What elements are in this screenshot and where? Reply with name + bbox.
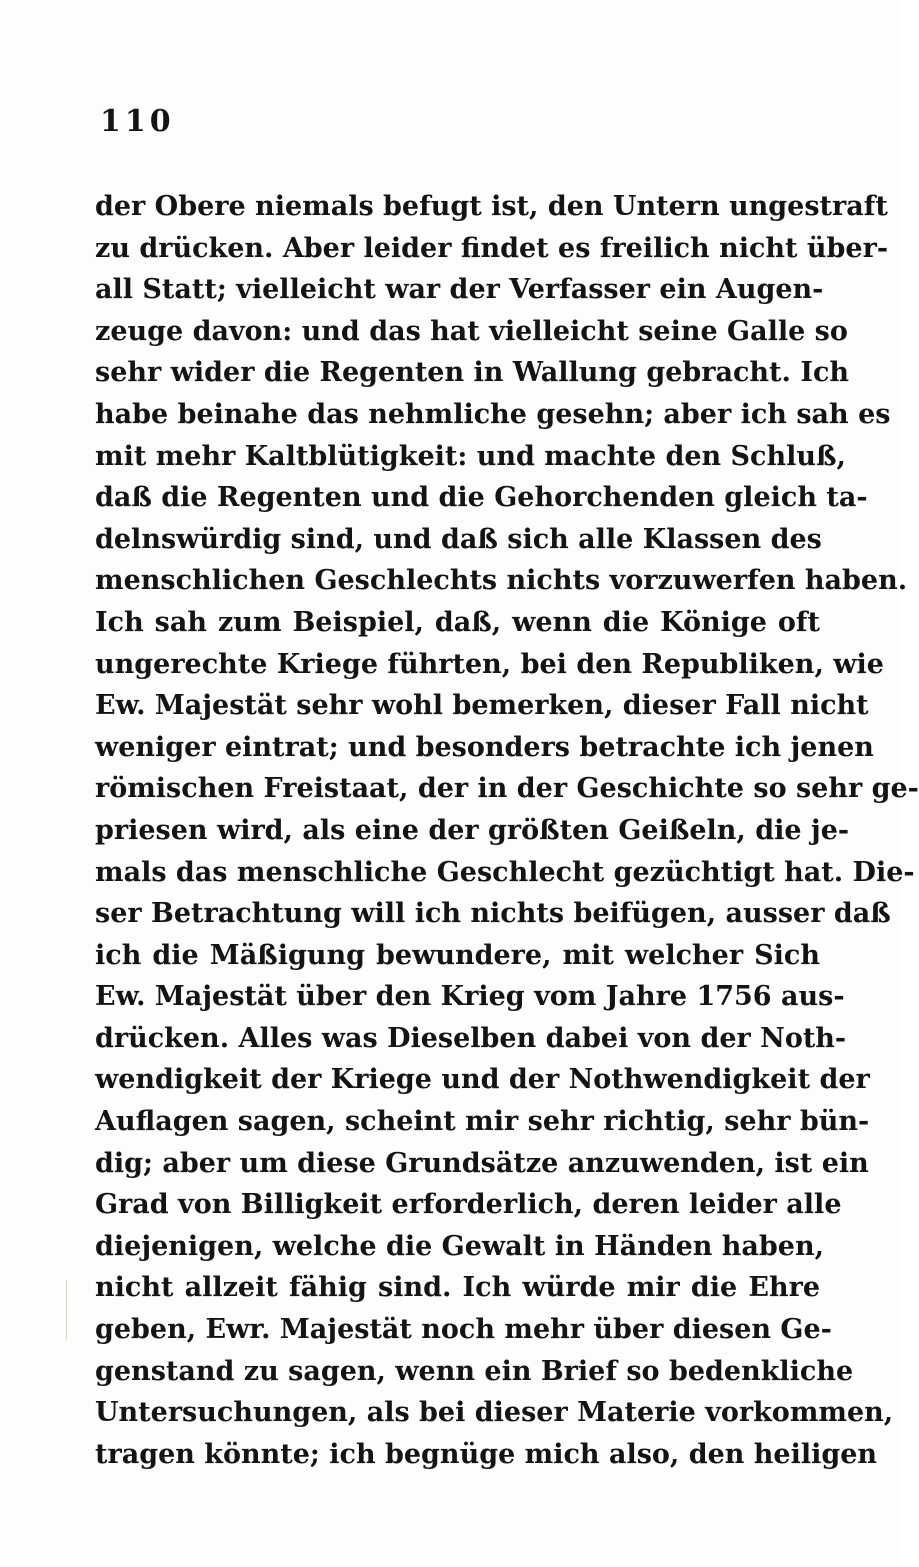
text-line-13: Ew. Majestät sehr wohl bemerken, dieser Fall nicht [95, 690, 869, 722]
text-line-24: dig; aber um diese Grundsätze anzuwenden, ist ein [95, 1147, 869, 1179]
text-line-14: weniger eintrat; und besonders betrachte ich jenen [95, 731, 874, 763]
text-line-7: mit mehr Kaltblütigkeit: und machte den Schluß, [95, 440, 846, 472]
text-line-21: drücken. Alles was Dieselben dabei von der Noth- [95, 1022, 847, 1054]
text-line-16: priesen wird, als eine der größten Geißeln, die je- [95, 814, 850, 846]
text-line-27: nicht allzeit fähig sind. Ich würde mir die Ehre [95, 1272, 820, 1304]
text-line-28: geben, Ewr. Majestät noch mehr über diesen Ge- [95, 1314, 832, 1346]
text-line-20: Ew. Majestät über den Krieg vom Jahre 1756 aus- [95, 981, 845, 1013]
text-line-6: habe beinahe das nehmliche gesehn; aber ich sah es [95, 398, 891, 430]
text-line-26: diejenigen, welche die Gewalt in Händen haben, [95, 1230, 824, 1262]
margin-mark [66, 1280, 67, 1340]
text-line-25: Grad von Billigkeit erforderlich, deren leider alle [95, 1189, 842, 1221]
text-line-17: mals das menschliche Geschlecht gezüchtigt hat. Die- [95, 856, 915, 888]
text-line-5: sehr wider die Regenten in Wallung gebracht. Ich [95, 357, 850, 389]
text-line-23: Auflagen sagen, scheint mir sehr richtig, sehr bün- [95, 1106, 870, 1138]
text-line-12: ungerechte Kriege führten, bei den Republiken, wie [95, 648, 884, 680]
text-line-11: Ich sah zum Beispiel, daß, wenn die Könige oft [95, 606, 820, 638]
text-line-31: tragen könnte; ich begnüge mich also, den heiligen [95, 1438, 878, 1470]
text-line-1: der Obere niemals befugt ist, den Untern ungestraft [95, 191, 888, 222]
text-line-8: daß die Regenten und die Gehorchenden gleich ta- [95, 482, 868, 514]
text-line-4: zeuge davon: und das hat vielleicht seine Galle so [95, 315, 848, 347]
text-line-15: römischen Freistaat, der in der Geschichte so sehr ge- [95, 773, 919, 805]
body-text [95, 186, 919, 1475]
text-line-9: delnswürdig sind, und daß sich alle Klassen des [95, 523, 822, 555]
text-line-18: ser Betrachtung will ich nichts beifügen, ausser daß [95, 898, 891, 930]
text-line-3: all Statt; vielleicht war der Verfasser ein Augen- [95, 274, 824, 306]
text-line-2: zu drücken. Aber leider findet es freilich nicht über- [95, 232, 889, 264]
text-line-10: menschlichen Geschlechts nichts vorzuwerfen haben. [95, 565, 908, 597]
text-line-19: ich die Mäßigung bewundere, mit welcher Sich [95, 939, 820, 971]
text-line-30: Untersuchungen, als bei dieser Materie vorkommen, [95, 1397, 894, 1429]
text-line-29: genstand zu sagen, wenn ein Brief so bedenkliche [95, 1355, 854, 1387]
page-number: 110 [100, 104, 175, 139]
text-line-22: wendigkeit der Kriege und der Nothwendigkeit der [95, 1064, 870, 1096]
